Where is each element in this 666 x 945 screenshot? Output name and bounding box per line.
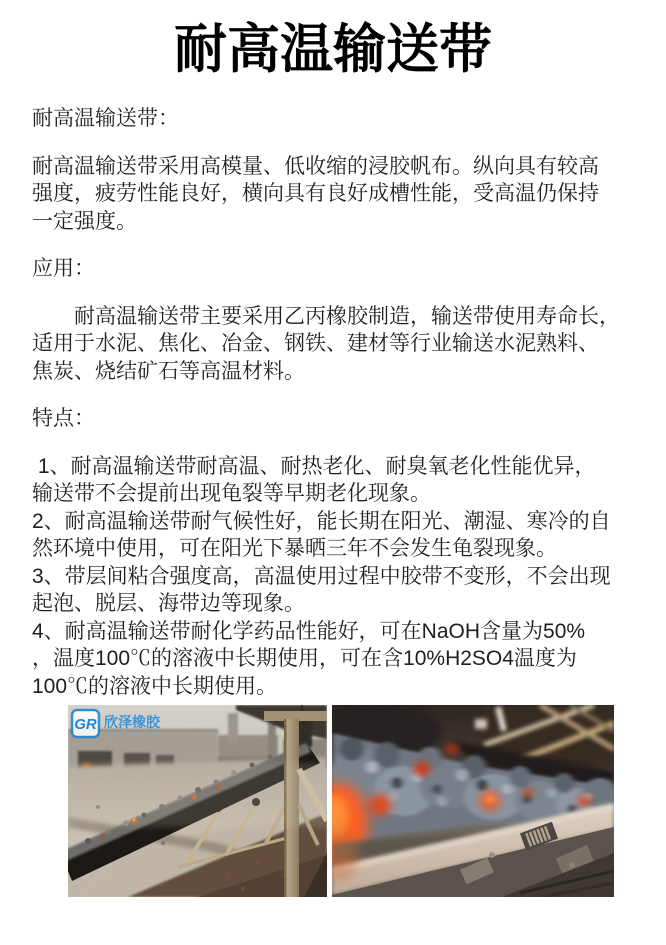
page-title: 耐高温输送带 [174, 20, 492, 79]
logo-monogram: GR [74, 716, 97, 733]
paragraph-intro: 耐高温输送带采用高模量、低收缩的浸胶帆布。纵向具有较高 强度，疲劳性能良好，横向具有良好成槽性能，受高温仍保持 一定强度。 [32, 154, 599, 233]
paragraph-features-label: 特点： [32, 407, 95, 430]
grand-rubber-logo [72, 710, 161, 737]
logo-name-en: GRAND RUBBER [105, 731, 162, 737]
product-photos-row [0, 705, 666, 897]
article-body [0, 105, 666, 700]
paragraph-usage: 耐高温输送带主要采用乙丙橡胶制造，输送带使用寿命长， 适用于水泥、焦化、冶金、钢铁、建材等行业输送水泥熟料、 焦炭、烧结矿石等高温材料。 [32, 304, 620, 383]
paragraph-features: 1、耐高温输送带耐高温、耐热老化、耐臭氧老化性能优异， 输送带不会提前出现龟裂等早期老化现象。 2、耐高温输送带耐气候性好，能长期在阳光、潮湿、寒冷的自 然环境中使用，可在阳光下暴晒三年不会发生龟裂现象。 3、带层间粘合强度高，高温使用过程中胶带不变形，不会出现 起泡、脱层、海带边等现象。 4、耐高温输送带耐化学药品性能好，可在NaOH含量为50% ，温度100℃的溶液中长期使用，可在含10%H2SO4温度为 100℃的溶液中长期使用。 [32, 454, 611, 698]
paragraph-usage-label: 应用： [32, 257, 95, 280]
hot-material-illustration [332, 705, 614, 897]
logo-name-cn: 欣泽橡胶 [104, 714, 160, 730]
photo-conveyor-plant [68, 705, 327, 897]
conveyor-plant-illustration [68, 705, 327, 897]
photo-hot-material-closeup [332, 705, 614, 897]
paragraph-intro-label: 耐高温输送带： [32, 107, 179, 130]
